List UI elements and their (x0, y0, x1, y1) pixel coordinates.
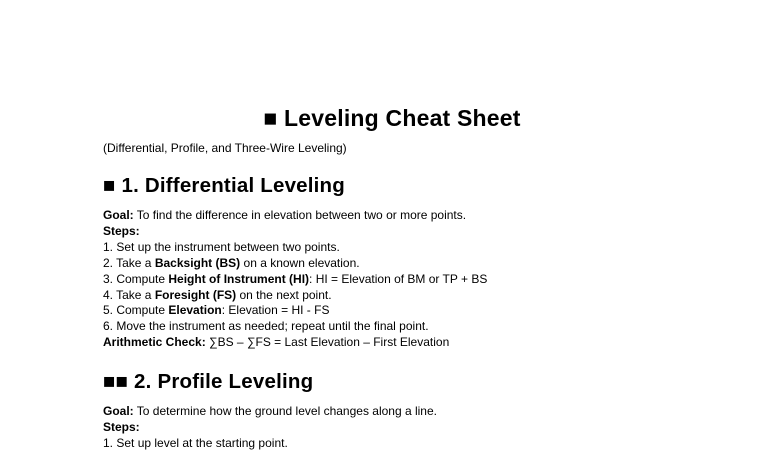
step-text: 5. Compute (103, 303, 169, 318)
step-text: 3. Compute (103, 271, 169, 286)
step-item (103, 319, 487, 335)
arithmetic-check-text: ∑BS – ∑FS = Last Elevation – First Elevation (205, 335, 450, 350)
document-title: ■ Leveling Cheat Sheet (263, 105, 521, 131)
document-subtitle: (Differential, Profile, and Three-Wire Leveling) (103, 141, 347, 155)
section-body-differential-leveling (103, 208, 487, 351)
step-item (103, 288, 487, 304)
step-item (103, 256, 487, 272)
step-text-after: : HI = Elevation of BM or TP + BS (309, 271, 488, 286)
step-item (103, 436, 437, 452)
step-text: 4. Take a (103, 287, 155, 302)
step-term: Elevation (168, 303, 222, 318)
step-text: 1. Set up the instrument between two points. (103, 239, 340, 254)
step-item (103, 272, 487, 288)
goal-label: Goal: (103, 208, 134, 222)
step-term: Height of Instrument (HI) (168, 271, 310, 286)
step-text: 1. Set up level at the starting point. (103, 435, 288, 450)
step-text-after: on a known elevation. (240, 255, 360, 270)
step-item (103, 303, 487, 319)
steps-label: Steps: (103, 223, 140, 238)
steps-label: Steps: (103, 419, 140, 434)
goal-line (103, 404, 437, 420)
arithmetic-check-label: Arithmetic Check: (103, 335, 206, 350)
goal-line (103, 208, 487, 224)
step-text: 2. Take a (103, 255, 155, 270)
step-term: Foresight (FS) (154, 287, 237, 302)
arithmetic-check-line (103, 335, 487, 351)
goal-text: To find the difference in elevation between two or more points. (133, 208, 467, 222)
step-text: 6. Move the instrument as needed; repeat until the final point. (103, 319, 429, 334)
step-item (103, 240, 487, 256)
section-heading-profile-leveling: ■■ 2. Profile Leveling (103, 370, 314, 393)
section-heading-differential-leveling: ■ 1. Differential Leveling (103, 174, 346, 197)
step-text-after: : Elevation = HI - FS (221, 303, 330, 318)
step-term: Backsight (BS) (154, 255, 241, 270)
goal-label: Goal: (103, 404, 134, 418)
section-body-profile-leveling (103, 404, 437, 452)
goal-text: To determine how the ground level changes along a line. (133, 404, 437, 418)
step-text-after: on the next point. (236, 287, 332, 302)
